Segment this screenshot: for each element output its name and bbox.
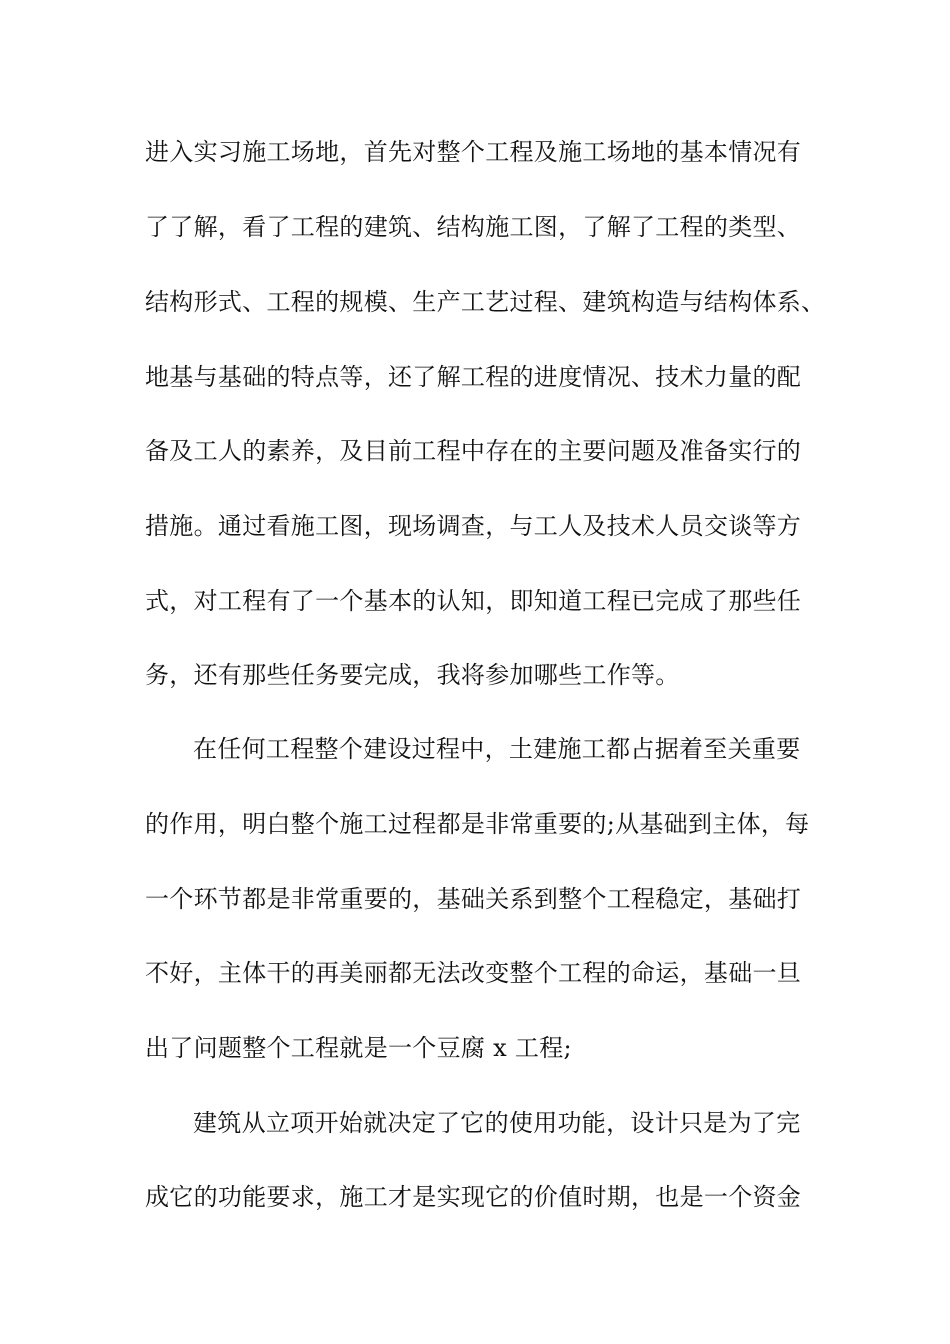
paragraph-first-line: 在任何工程整个建设过程中，土建施工都占据着至关重要 bbox=[193, 735, 801, 763]
paragraph-first-line: 建筑从立项开始就决定了它的使用功能，设计只是为了完 bbox=[193, 1109, 801, 1137]
text-line: 成它的功能要求，施工才是实现它的价值时期，也是一个资金 bbox=[145, 1183, 802, 1211]
text-line: 结构形式、工程的规模、生产工艺过程、建筑构造与结构体系、 bbox=[145, 288, 826, 316]
text-line: 进入实习施工场地，首先对整个工程及施工场地的基本情况有 bbox=[145, 138, 802, 166]
text-line: 地基与基础的特点等，还了解工程的进度情况、技术力量的配 bbox=[145, 363, 802, 391]
text-line: 出了问题整个工程就是一个豆腐 x 工程; bbox=[145, 1034, 572, 1062]
text-line: 备及工人的素养，及目前工程中存在的主要问题及准备实行的 bbox=[145, 437, 802, 465]
text-line: 不好，主体干的再美丽都无法改变整个工程的命运，基础一旦 bbox=[145, 959, 802, 987]
text-line: 的作用，明白整个施工过程都是非常重要的;从基础到主体，每 bbox=[145, 810, 810, 838]
text-line: 务，还有那些任务要完成，我将参加哪些工作等。 bbox=[145, 661, 680, 689]
text-line: 一个环节都是非常重要的，基础关系到整个工程稳定，基础打 bbox=[145, 885, 802, 913]
text-line: 措施。通过看施工图，现场调查，与工人及技术人员交谈等方 bbox=[145, 512, 802, 540]
text-line: 式，对工程有了一个基本的认知，即知道工程已完成了那些任 bbox=[145, 587, 802, 615]
text-line: 了了解，看了工程的建筑、结构施工图，了解了工程的类型、 bbox=[145, 213, 802, 241]
